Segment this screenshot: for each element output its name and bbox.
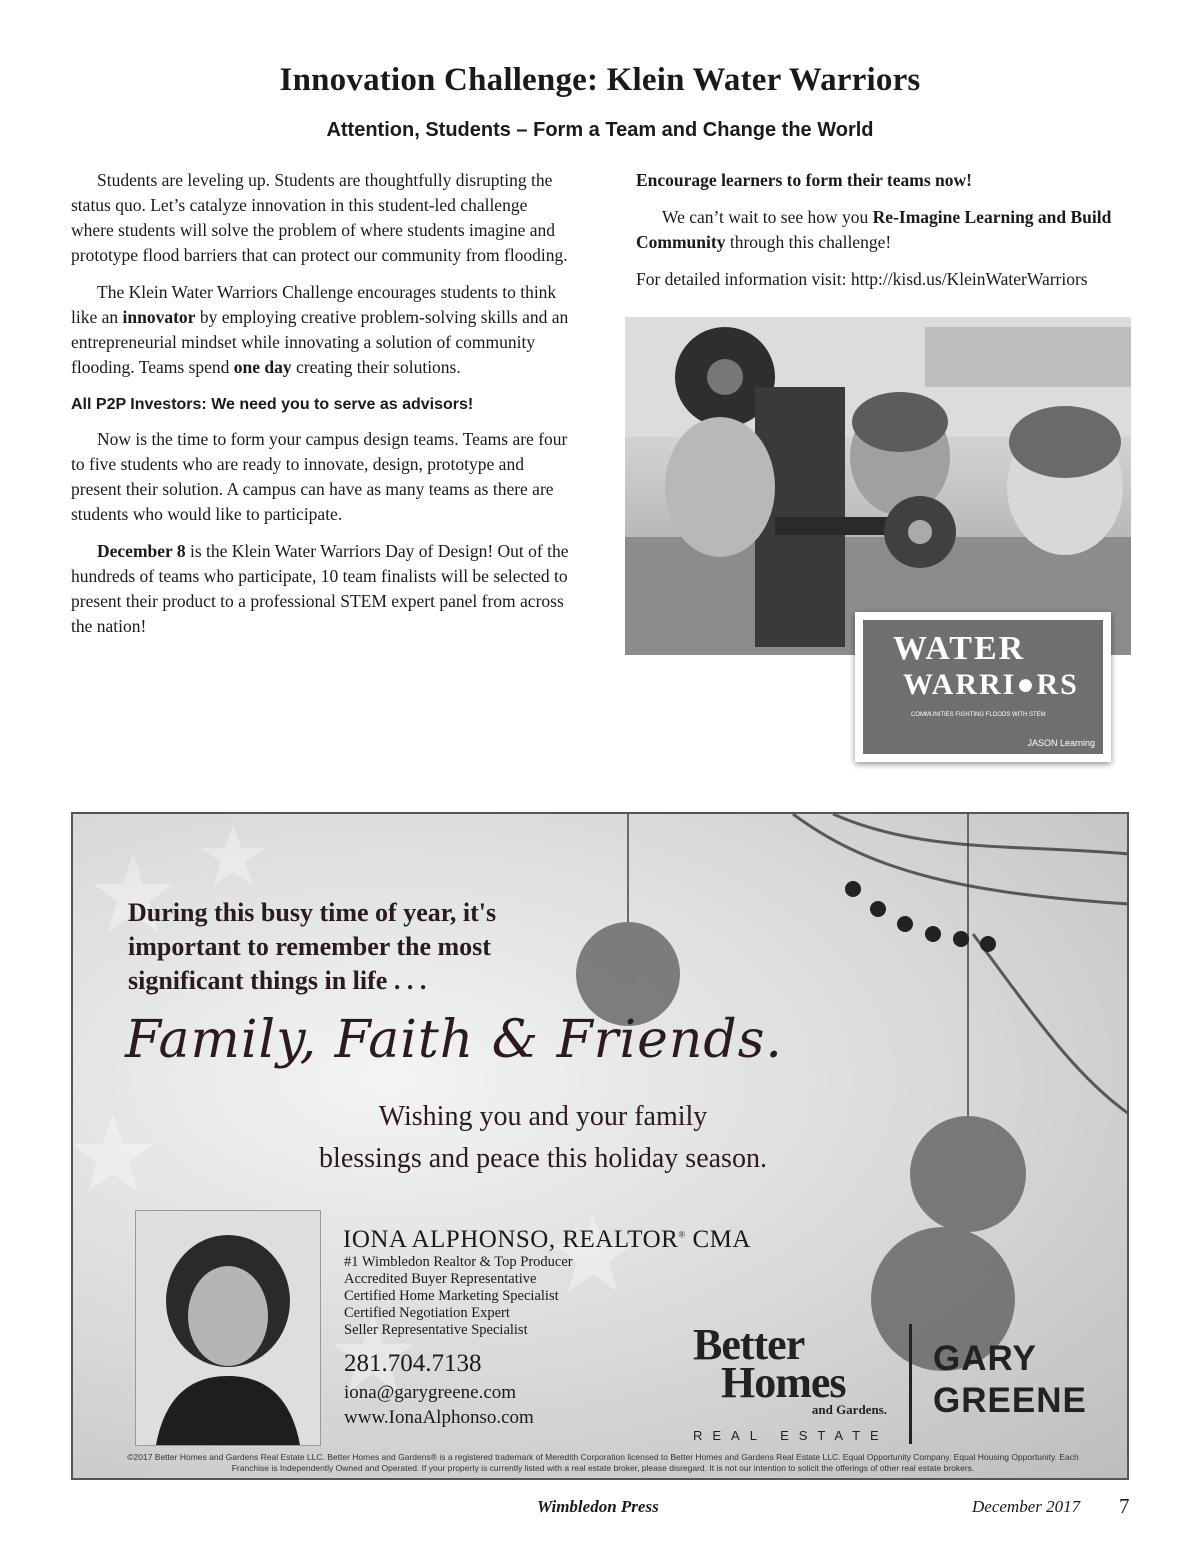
agent-name: IONA ALPHONSO, REALTOR® CMA [343, 1226, 751, 1253]
brand-divider [909, 1324, 912, 1444]
heading-investors: All P2P Investors: We need you to serve as advisors! [71, 396, 474, 413]
credential-item: Certified Home Marketing Specialist [344, 1288, 559, 1304]
logo-line-2: WARRI●RS [903, 668, 1079, 701]
ad-legal-disclaimer: ©2017 Better Homes and Gardens Real Estate LLC. Better Homes and Gardens® is a registered trademark of Meredith Corporation licensed to Better Homes and Gardens Real Estate LLC. Equal Opportunity Company. Equal Housing Opportunity. Each Franchise is Independently Owned and Operated. If your property is currently listed with a real estate broker, please disregard. It is not our intention to solicit the offerings of other real estate brokers. [127, 1452, 1079, 1473]
agent-email: iona@garygreene.com [344, 1382, 517, 1403]
article-title: Innovation Challenge: Klein Water Warriors [279, 62, 921, 98]
ad-intro-text: During this busy time of year, it's important to remember the most significant things in life . . . [128, 898, 497, 995]
article-subtitle: Attention, Students – Form a Team and Change the World [326, 119, 874, 141]
credential-item: Certified Negotiation Expert [344, 1305, 510, 1321]
agent-phone: 281.704.7138 [344, 1350, 482, 1377]
agent-credentials [344, 1254, 573, 1339]
ad-script-heading: Family, Faith & Friends. [125, 1010, 783, 1070]
gary-greene-logo: GARY GREENE [933, 1339, 1087, 1420]
encourage-line: Encourage learners to form their teams now! [636, 170, 972, 190]
paragraph-challenge: The Klein Water Warriors Challenge encourages students to think like an innovator by employing creative problem-solving skills and an entrepreneurial mindset while innovating a solution of community flooding. Teams spend one day creating their solutions. [71, 282, 569, 377]
credential-item: #1 Wimbledon Realtor & Top Producer [344, 1254, 573, 1270]
info-link-line: For detailed information visit: http://kisd.us/KleinWaterWarriors [636, 269, 1088, 289]
better-homes-logo: Better Homes and Gardens. REAL ESTATE [693, 1320, 889, 1443]
paragraph-teams: Now is the time to form your campus design teams. Teams are four to five students who are ready to innovate, design, prototype and present their solution. A campus can have as many teams as there are students who would like to participate. [71, 429, 568, 524]
logo-tagline: COMMUNITIES FIGHTING FLOODS WITH STEM [911, 712, 1046, 718]
agent-photo [135, 1210, 321, 1446]
credential-item: Seller Representative Specialist [344, 1322, 528, 1338]
agent-website: www.IonaAlphonso.com [344, 1407, 534, 1428]
paragraph-reimagine: We can’t wait to see how you Re-Imagine Learning and Build Community through this challenge! [636, 207, 1112, 252]
ad-greeting: Wishing you and your family blessings and peace this holiday season. [319, 1101, 767, 1174]
page-number: 7 [1119, 1494, 1130, 1518]
paragraph-intro: Students are leveling up. Students are thoughtfully disrupting the status quo. Let’s catalyze innovation in this student-led challenge where students will solve the problem of where students imagine and prototype flood barriers that can protect our community from flooding. [71, 170, 568, 265]
jason-learning-logo: JASON Learning [1027, 738, 1095, 748]
right-column [636, 168, 1136, 304]
footer-publication: Wimbledon Press [537, 1497, 659, 1516]
left-column [71, 168, 571, 651]
footer-date: December 2017 [972, 1497, 1081, 1516]
logo-line-1: WATER [893, 630, 1026, 667]
holiday-advertisement [71, 812, 1129, 1480]
credential-item: Accredited Buyer Representative [344, 1271, 537, 1287]
paragraph-day-of-design: December 8 is the Klein Water Warriors Day of Design! Out of the hundreds of teams who participate, 10 team finalists will be selected to present their product to a professional STEM expert panel from across the nation! [71, 541, 569, 636]
water-warriors-logo [855, 612, 1111, 762]
students-3d-printer-photo [625, 317, 1131, 655]
